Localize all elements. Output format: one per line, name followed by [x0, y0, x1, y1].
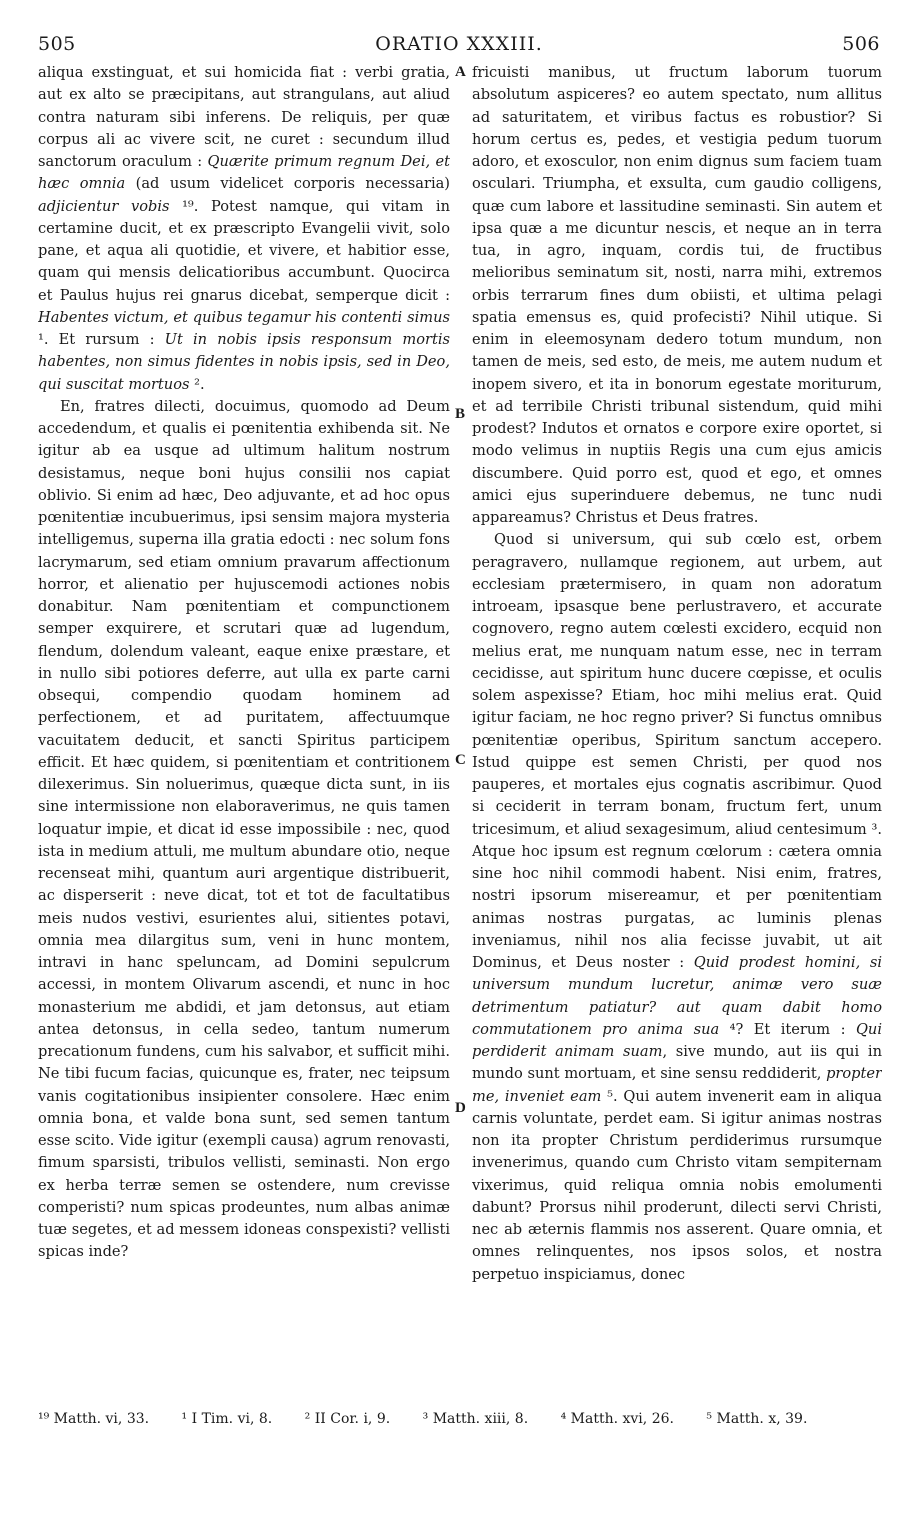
running-title: ORATIO XXXIII. — [375, 33, 543, 55]
page-number-right: 506 — [842, 33, 880, 55]
text-run: . — [199, 375, 205, 393]
section-marker-c: C — [455, 752, 466, 768]
page-number-left: 505 — [38, 33, 76, 55]
text-run: ? Et iterum : — [735, 1020, 856, 1038]
text-run: Quod si universum, qui sub cœlo est, orbem peragravero, nullamque regionem, aut urbem, aut ecclesiam prætermisero, in quam non adoratum introeam, ipsasque bene perlustravero, et accurate cognovero, regno autem cœlesti excidero, ecquid non melius erat, me nunquam natum esse, nec in terram cecidisse, aut spiritum hunc ducere cœpisse, et oculis solem aspexisse? Etiam, hoc mihi melius erat. Quid igitur faciam, ne hoc regno priver? Si functus omnibus pœnitentiæ operibus, Spiritum sanctum accepero. Istud quippe est semen Christi, per quod nos pauperes, et mortales ejus cognatis ascribimur. Quod si ceciderit in terram bonam, fructum fert, unum tricesimum, et aliud sexagesimum, aliud centesimum — [472, 531, 882, 838]
scripture-quote: propter me, inveniet eam — [472, 1065, 882, 1105]
paragraph — [472, 529, 882, 1286]
right-column — [472, 62, 882, 1397]
scripture-quote: Habentes victum, et quibus tegamur his contenti simus — [38, 308, 450, 326]
text-run: aliqua exstinguat, et sui homicida fiat : verbi gratia, aut ex alto se præcipitans, aut strangulans, aut aliud contra naturam sibi inferens. De reliquis, per quæ corpus ali ac vivere scit, ne curet : secundum illud sanctorum oraculum : — [38, 64, 450, 170]
text-run: . Potest namque, qui vitam in certamine ducit, et ex præscripto Evangelii vivit, solo pane, et aqua ali quotidie, et vivere, et habitior esse, quam qui mensis delicatioribus accumbunt. Quocirca et Paulus hujus rei gnarus dicebat, semperque dicit : — [38, 197, 450, 304]
text-run: (ad usum videlicet corporis necessaria) — [125, 175, 450, 193]
footnote: ² II Cor. i, 9. — [304, 1411, 391, 1427]
footnote-ref: ¹⁹ — [169, 197, 194, 215]
footnote-ref: ² — [189, 375, 200, 393]
footnote-ref: ⁴ — [719, 1020, 736, 1038]
scripture-quote: Quid prodest homini, si universum mundum lucretur, animæ vero suæ detrimentum patiatur? aut quam dabit homo commutationem pro anima sua — [472, 954, 882, 1038]
section-marker-a: A — [455, 64, 466, 80]
paragraph: En, fratres dilecti, docuimus, quomodo ad Deum accedendum, et qualis ei pœnitentia exhibenda sit. Ne igitur ab ea usque ad ultimum halitum nostrum desistamus, neque boni hujus consilii nos capiat oblivio. Si enim ad hæc, Deo adjuvante, et ad hoc opus pœnitentiæ incubuerimus, ipsi sensim majora mysteria intelligemus, superna illa gratia edocti : nec solum fons lacrymarum, sed etiam omnium pravarum affectionum horror, et alienatio per hujuscemodi actiones nobis donabitur. Nam pœnitentiam et compunctionem semper exquirere, et scrutari quæ ad lugendum, flendum, dolendum valeant, eaque enixe præstare, et in nullo sibi potiores deferre, aut ulla ex parte carni obsequi, compendio quodam hominem ad perfectionem, et ad puritatem, affectuumque vacuitatem deducit, et sancti Spiritus participem efficit. Et hæc quidem, si pœnitentiam et contritionem dilexerimus. Sin noluerimus, quæque dicta sunt, in iis sine intermissione non elaboraverimus, ne quis tamen loquatur impie, et dicat id esse impossibile : nec, quod ista in medium attuli, me multum abundare otio, neque recenseat mihi, quantum auri argentique distribuerit, ac disperserit : neve dicat, tot et tot de facultatibus meis nudos vestivi, esurientes alui, sitientes potavi, omnia mea dilargitus sum, veni in hunc montem, intravi in hanc speluncam, ad Domini sepulcrum accessi, in montem Olivarum ascendi, et nunc in hoc monasterium me abdidi, et jam detonsus, aut etiam antea detonsus, in cella sedeo, tantum numerum precationum fundens, cum his salvabor, et sufficit mihi. Ne tibi fucum facias, quicunque es, frater, nec teipsum vanis cogitationibus insipienter consolere. Hæc enim omnia bona, et valde bona sunt, sed semen tantum esse scito. Vide igitur (exempli causa) agrum renovasti, fimum sparsisti, tribulos vellisti, seminasti. Non ergo ex herba terræ semen se ostendere, num crevisse comperisti? num spicas prodeuntes, num albas animæ tuæ segetes, et ad messem idoneas conspexisti? vellisti spicas inde? — [38, 397, 450, 1261]
text-run: . Et rursum : — [43, 331, 165, 348]
scripture-quote: Ut in nobis ipsis responsum mortis habentes, non simus fidentes in nobis ipsis, sed in Deo, qui suscitat mortuos — [38, 331, 450, 393]
footnote: ¹⁹ Matth. vi, 33. — [38, 1411, 150, 1427]
left-column — [38, 62, 450, 1397]
footnote-ref: ¹ — [38, 331, 44, 348]
footnote-ref: ⁵ — [601, 1087, 614, 1105]
text-run: . Qui autem invenerit eam in aliqua carnis voluntate, perdet eam. Si igitur animas nostras non ita propter Christum perdiderimus rursumque invenerimus, quando cum Christo vitam sempiternam vixerimus, quid reliqua omnia nobis emolumenti dabunt? Prorsus nihil proderunt, dilecti servi Christi, nec ab æternis flammis nos asserent. Quare omnia, et omnes relinquentes, nos ipsos solos, et nostra perpetuo inspiciamus, donec — [472, 1087, 882, 1283]
section-marker-b: B — [455, 406, 466, 422]
scripture-quote: Quærite primum regnum Dei, et hæc omnia — [38, 153, 450, 193]
footnote: ³ Matth. xiii, 8. — [422, 1411, 529, 1427]
footnote: ⁴ Matth. xvi, 26. — [560, 1411, 674, 1427]
text-run: . Atque hoc ipsum est regnum cœlorum : cætera omnia sine hoc nihil commodi habent. Nisi enim, fratres, nostri ipsorum misereamur, et per pœnitentiam animas nostras purgatas, ac luminis plenas inveniamus, nihil nos alia fecisse juvabit, ut ait Dominus, et Deus noster : — [472, 820, 882, 971]
paragraph — [38, 62, 450, 396]
footnotes — [38, 1408, 882, 1430]
text-run: , sive mundo, aut iis qui in mundo sunt mortuam, et sine sensu reddiderit, — [472, 1043, 882, 1083]
paragraph: fricuisti manibus, ut fructum laborum tuorum absolutum aspiceres? eo autem spectato, num allitus ad saturitatem, et viribus factus es robustior? Si horum certus es, pedes, et vestigia pedum tuorum adoro, et exosculor, non enim dignus sum faciem tuam osculari. Triumpha, et exsulta, cum gaudio colligens, quæ cum labore et lassitudine seminasti. Sin autem et ipsa quæ a me dicuntur nescis, et neque an in terra tua, in agro, inquam, cordis tui, de fructibus melioribus seminatum sit, nosti, narra mihi, extremos orbis terrarum fines dum obiisti, et ultima pelagi spatia emensus es, quid profecisti? Nihil utique. Si enim in eleemosynam dedero totum mundum, non tamen de meis, sed esto, de meis, me autem nudum et inopem sivero, et ita in bonorum egestate moriturum, et ad terribile Christi tribunal sistendum, quid mihi prodest? Indutos et ornatos e corpore exire oportet, si modo velimus in nuptiis Regis una cum ejus amicis discumbere. Quid porro est, quod et ego, et omnes amici ejus superinduere debemus, ne tunc nudi appareamus? Christus et Deus fratres. — [472, 64, 882, 526]
scripture-quote: adjicientur vobis — [38, 197, 170, 215]
footnote-ref: ³ — [866, 820, 878, 838]
footnote: ⁵ Matth. x, 39. — [706, 1411, 808, 1427]
footnote: ¹ I Tim. vi, 8. — [181, 1411, 273, 1427]
scripture-quote: Qui perdiderit animam suam — [472, 1020, 882, 1060]
running-header — [38, 33, 880, 57]
section-marker-d: D — [455, 1100, 466, 1116]
